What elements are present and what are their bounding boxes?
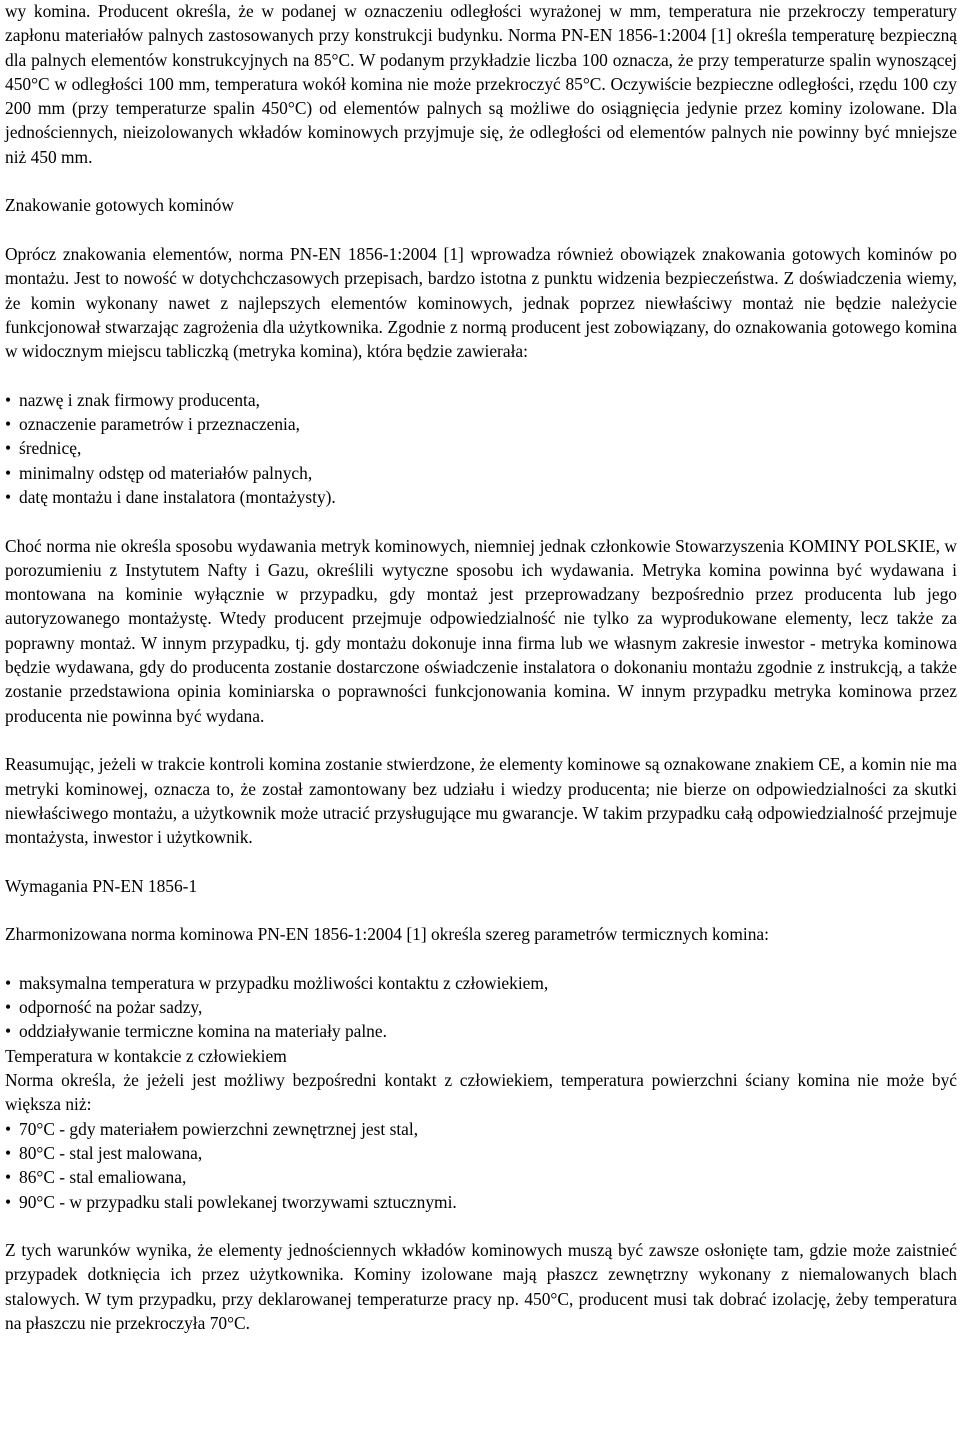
paragraph-gap <box>5 1214 957 1238</box>
bullet-icon: • <box>5 1118 12 1139</box>
paragraph-insulated-chimneys: Z tych warunków wynika, że elementy jednościennych wkładów kominowych muszą być zawsze osłonięte tam, gdzie może zaistnieć przypadek dotknięcia ich przez użytkownika. Kominy izolowane mają płaszcz zewnętrzny wykonany z niemalowanych blach stalowych. W tym przypadku, przy deklarowanej temperaturze pracy np. 450°C, producent musi tak dobrać izolację, żeby temperatura na płaszczu nie przekroczyła 70°C. <box>5 1240 957 1334</box>
list-item <box>5 388 957 412</box>
list-item-text: maksymalna temperatura w przypadku możliwości kontaktu z człowiekiem, <box>19 972 549 993</box>
list-item-text: nazwę i znak firmowy producenta, <box>19 389 260 410</box>
paragraph-gap <box>5 509 957 533</box>
section-heading-requirements: Wymagania PN-EN 1856-1 <box>5 875 198 896</box>
paragraph-marking-requirement: Oprócz znakowania elementów, norma PN-EN 1856-1:2004 [1] wprowadza również obowiązek znakowania gotowych kominów po montażu. Jest to nowość w dotychchczasowych przepisach, bardzo istotna z punktu widzenia bezpieczeństwa. Z doświadczenia wiemy, że komin wykonany nawet z najlepszych elementów kominowych, jednak poprzez niewłaściwy montaż nie będzie należycie funkcjonował stwarzając zagrożenia dla użytkownika. Zgodnie z normą producent jest zobowiązany, do oznakowania gotowego komina w widocznym miejscu tabliczką (metryka komina), która będzie zawierała: <box>5 243 957 362</box>
document-page <box>5 0 957 1335</box>
list-item <box>5 995 957 1019</box>
list-item-text: odporność na pożar sadzy, <box>19 997 203 1018</box>
list-temperature-limits <box>5 1117 957 1214</box>
list-item <box>5 485 957 509</box>
list-item <box>5 1141 957 1165</box>
list-item-text: 90°C - w przypadku stali powlekanej tworzywami sztucznymi. <box>19 1191 457 1212</box>
paragraph-surface-temperature: Norma określa, że jeżeli jest możliwy bezpośredni kontakt z człowiekiem, temperatura powierzchni ściany komina nie może być większa niż: <box>5 1070 957 1115</box>
list-item <box>5 1190 957 1214</box>
bullet-icon: • <box>5 972 12 993</box>
list-item <box>5 1019 957 1043</box>
bullet-icon: • <box>5 997 12 1018</box>
paragraph-thermal-parameters: Zharmonizowana norma kominowa PN-EN 1856-1:2004 [1] określa szereg parametrów termicznych komina: <box>5 924 769 945</box>
paragraph-gap <box>5 728 957 752</box>
bullet-icon: • <box>5 438 12 459</box>
list-item-text: oddziaływanie termiczne komina na materiały palne. <box>19 1021 387 1042</box>
list-item <box>5 971 957 995</box>
list-item-text: minimalny odstęp od materiałów palnych, <box>19 462 313 483</box>
paragraph-chimney-distance: wy komina. Producent określa, że w podanej w oznaczeniu odległości wyrażonej w mm, temperatura nie przekroczy temperatury zapłonu materiałów palnych zastosowanych przy konstrukcji budynku. Norma PN-EN 1856-1:2004 [1] określa temperaturę bezpieczną dla palnych elementów konstrukcyjnych na 85°C. W podanym przykładzie liczba 100 oznacza, że przy temperaturze spalin wynoszącej 450°C w odległości 100 mm, temperatura wokół komina nie może przekroczyć 85°C. Oczywiście bezpieczne odległości, rzędu 100 czy 200 mm (przy temperaturze spalin 450°C) od elementów palnych są możliwe do osiągnięcia jedynie przez kominy izolowane. Dla jednościennych, nieizolowanych wkładów kominowych przyjmuje się, że odległości od elementów palnych nie powinny być mniejsze niż 450 mm. <box>5 1 957 167</box>
bullet-icon: • <box>5 389 12 410</box>
list-item-text: 80°C - stal jest malowana, <box>19 1142 203 1163</box>
section-heading-contact-temperature: Temperatura w kontakcie z człowiekiem <box>5 1045 287 1066</box>
paragraph-gap <box>5 898 957 922</box>
paragraph-gap <box>5 849 957 873</box>
paragraph-metric-issuance: Choć norma nie określa sposobu wydawania metryk kominowych, niemniej jednak członkowie Stowarzyszenia KOMINY POLSKIE, w porozumieniu z Instytutem Nafty i Gazu, określili wytyczne sposobu ich wydawania. Metryka komina powinna być wydawana i montowana na kominie wyłącznie w przypadku, gdy montaż jest przeprowadzany bezpośrednio przez producenta lub jego autoryzowanego montażystę. Wtedy producent przejmuje odpowiedzialność nie tylko za wyprodukowane elementy, lecz także za poprawny montaż. W innym przypadku, tj. gdy montażu dokonuje inna firma lub we własnym zakresie inwestor - metryka kominowa będzie wydawana, gdy do producenta zostanie dostarczone oświadczenie instalatora o dokonaniu montażu zgodnie z instrukcją, a także zostanie przedstawiona opinia kominiarska o poprawności funkcjonowania komina. W innym przypadku metryka kominowa przez producenta nie powinna być wydana. <box>5 535 957 726</box>
list-thermal-parameters <box>5 971 957 1044</box>
list-item <box>5 436 957 460</box>
paragraph-summary: Reasumując, jeżeli w trakcie kontroli komina zostanie stwierdzone, że elementy kominowe są oznakowane znakiem CE, a komin nie ma metryki kominowej, oznacza to, że został zamontowany bez udziału i wiedzy producenta; nie bierze on odpowiedzialności za skutki niewłaściwego montażu, a użytkownik może utracić przysługujące mu gwarancje. W takim przypadku całą odpowiedzialność przejmuje montażysta, inwestor i użytkownik. <box>5 754 957 848</box>
list-item <box>5 1117 957 1141</box>
bullet-icon: • <box>5 1021 12 1042</box>
section-heading-marking: Znakowanie gotowych kominów <box>5 195 234 216</box>
list-item-text: średnicę, <box>19 438 82 459</box>
list-item <box>5 1165 957 1189</box>
list-item-text: 86°C - stal emaliowana, <box>19 1167 187 1188</box>
bullet-icon: • <box>5 486 12 507</box>
list-plate-contents <box>5 388 957 509</box>
list-item-text: oznaczenie parametrów i przeznaczenia, <box>19 414 300 435</box>
list-item-text: 70°C - gdy materiałem powierzchni zewnętrznej jest stal, <box>19 1118 419 1139</box>
paragraph-gap <box>5 169 957 193</box>
paragraph-gap <box>5 218 957 242</box>
bullet-icon: • <box>5 414 12 435</box>
list-item <box>5 461 957 485</box>
paragraph-gap <box>5 947 957 971</box>
list-item <box>5 412 957 436</box>
bullet-icon: • <box>5 1142 12 1163</box>
bullet-icon: • <box>5 1167 12 1188</box>
bullet-icon: • <box>5 462 12 483</box>
bullet-icon: • <box>5 1191 12 1212</box>
list-item-text: datę montażu i dane instalatora (montażysty). <box>19 486 336 507</box>
paragraph-gap <box>5 363 957 387</box>
